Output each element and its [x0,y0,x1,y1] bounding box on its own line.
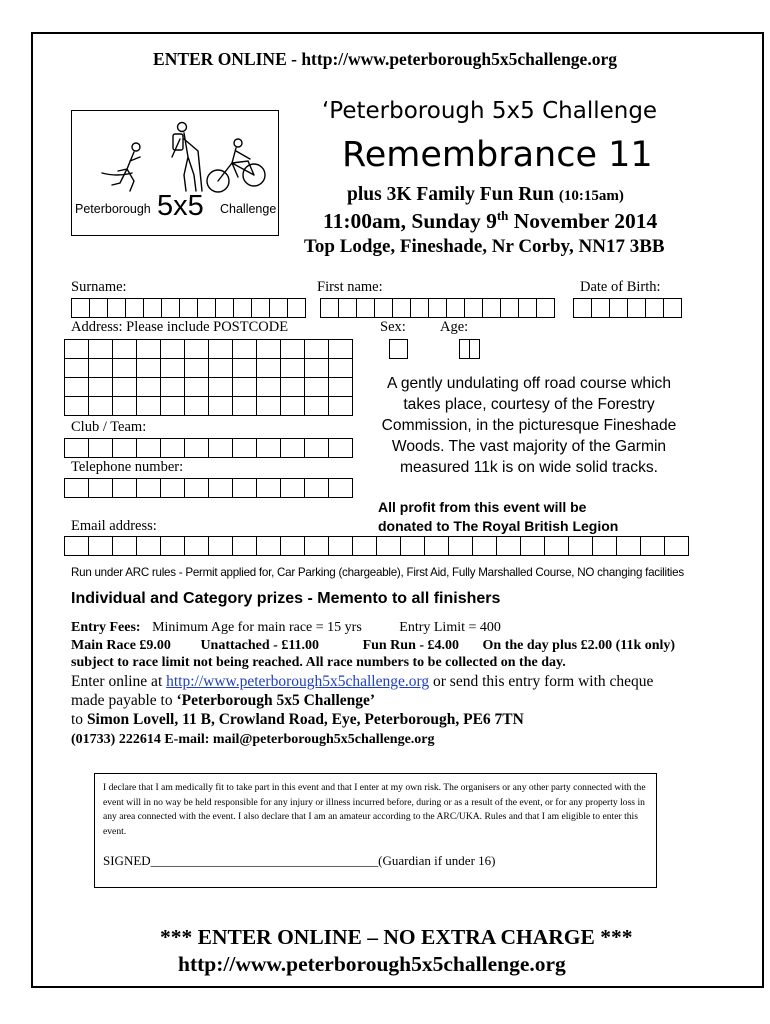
input-cell[interactable] [160,536,185,556]
input-cell[interactable] [592,536,617,556]
event-series: ‘Peterborough 5x5 Challenge [322,98,658,124]
input-cell[interactable] [256,377,281,397]
club-label: Club / Team: [71,419,147,435]
input-cell[interactable] [232,536,257,556]
input-cell[interactable] [328,358,353,378]
enter-online-line [71,673,653,691]
input-cell[interactable] [112,438,137,458]
input-cell[interactable] [392,298,411,318]
input-cell[interactable] [664,536,689,556]
input-cell[interactable] [112,536,137,556]
input-cell[interactable] [663,298,682,318]
fees-label: Entry Fees: [71,620,141,635]
input-cell[interactable] [464,298,483,318]
input-cell[interactable] [304,478,329,498]
input-cell[interactable] [304,396,329,416]
postal-address-line [71,711,524,729]
input-cell[interactable] [160,478,185,498]
input-cell[interactable] [64,377,89,397]
sex-label: Sex: [380,319,406,335]
fun-run-fee: Fun Run - £4.00 [362,638,460,653]
input-cell[interactable] [482,298,501,318]
input-cell[interactable] [232,478,257,498]
input-cell[interactable] [280,339,305,359]
address-grid[interactable] [64,339,352,415]
input-cell[interactable] [400,536,425,556]
input-cell[interactable] [568,536,593,556]
input-cell[interactable] [320,298,339,318]
input-cell[interactable] [424,536,449,556]
fees-line-2 [71,638,675,654]
input-cell[interactable] [256,396,281,416]
input-cell[interactable] [107,298,126,318]
input-cell[interactable] [304,438,329,458]
input-cell[interactable] [304,339,329,359]
input-cell[interactable] [287,298,306,318]
input-cell[interactable] [88,396,113,416]
payable-name: ‘Peterborough 5x5 Challenge’ [176,692,376,709]
input-cell[interactable] [609,298,628,318]
input-cell[interactable] [136,478,161,498]
profit-line-2: donated to The Royal British Legion [378,518,619,534]
telephone-label: Telephone number: [71,459,184,475]
input-cell[interactable] [472,536,497,556]
input-cell[interactable] [573,298,592,318]
input-cell[interactable] [338,298,357,318]
datetime-post: November 2014 [508,209,658,234]
input-cell[interactable] [280,438,305,458]
input-cell[interactable] [143,298,162,318]
input-cell[interactable] [645,298,664,318]
event-venue: Top Lodge, Fineshade, Nr Corby, NN17 3BB [304,236,665,257]
age-label: Age: [440,319,469,335]
entry-limit: Entry Limit = 400 [399,620,501,635]
header-enter-online: ENTER ONLINE - http://www.peterborough5x5challenge.org [153,49,617,69]
input-cell[interactable] [328,377,353,397]
on-day-fee: On the day plus £2.00 (11k only) [482,638,676,653]
logo-mid-text: 5x5 [157,190,204,222]
input-cell[interactable] [112,478,137,498]
datetime-pre: 11:00am, Sunday 9 [323,209,497,234]
fun-run-time: (10:15am) [558,188,624,204]
input-cell[interactable] [256,339,281,359]
input-cell[interactable] [184,358,209,378]
unattached-fee: Unattached - £11.00 [200,638,320,653]
first-name-boxes[interactable] [320,298,554,318]
input-cell[interactable] [328,438,353,458]
event-logo [71,110,279,236]
input-cell[interactable] [112,358,137,378]
input-cell[interactable] [208,438,233,458]
input-cell[interactable] [197,298,216,318]
input-cell[interactable] [256,358,281,378]
input-cell[interactable] [591,298,610,318]
input-cell[interactable] [328,478,353,498]
input-cell[interactable] [280,358,305,378]
surname-label: Surname: [71,279,127,295]
address-label: Address: Please include POSTCODE [71,319,289,335]
input-cell[interactable] [184,478,209,498]
input-cell[interactable] [280,396,305,416]
input-cell[interactable] [328,536,353,556]
runners-icon [72,111,278,201]
club-grid[interactable] [64,438,352,457]
event-datetime [323,208,657,234]
input-cell[interactable] [232,396,257,416]
input-cell[interactable] [518,298,537,318]
input-cell[interactable] [280,478,305,498]
input-cell[interactable] [500,298,519,318]
min-age: Minimum Age for main race = 15 yrs [152,620,362,635]
dob-label: Date of Birth: [580,279,661,295]
input-cell[interactable] [496,536,521,556]
input-cell[interactable] [280,536,305,556]
input-cell[interactable] [520,536,545,556]
profit-line-1: All profit from this event will be [378,499,587,515]
input-cell[interactable] [280,377,305,397]
logo-left-text: Peterborough [75,202,151,216]
input-cell[interactable] [328,396,353,416]
input-cell[interactable] [64,536,89,556]
input-cell[interactable] [627,298,646,318]
payable-line [71,692,375,710]
input-cell[interactable] [184,339,209,359]
input-cell[interactable] [64,478,89,498]
input-cell[interactable] [616,536,641,556]
datetime-sup: th [496,208,509,223]
rules-text: Run under ARC rules - Permit applied for, Car Parking (chargeable), First Aid, Fully Marshalled Course, NO changing facilities [71,566,684,579]
input-cell[interactable] [88,377,113,397]
input-cell[interactable] [304,536,329,556]
input-cell[interactable] [160,358,185,378]
input-cell[interactable] [208,377,233,397]
input-cell[interactable] [160,438,185,458]
fun-run-line [347,184,624,206]
input-cell[interactable] [304,377,329,397]
input-cell[interactable] [125,298,144,318]
input-cell[interactable] [208,478,233,498]
input-cell[interactable] [232,438,257,458]
input-cell[interactable] [64,358,89,378]
input-cell[interactable] [136,339,161,359]
input-cell[interactable] [160,396,185,416]
input-cell[interactable] [89,298,108,318]
fun-run-text: plus 3K Family Fun Run [347,184,554,205]
input-cell[interactable] [448,536,473,556]
input-cell[interactable] [88,339,113,359]
input-cell[interactable] [136,358,161,378]
declaration-box [94,773,657,888]
main-race-fee: Main Race £9.00 [71,638,171,653]
input-cell[interactable] [112,377,137,397]
input-cell[interactable] [469,339,480,359]
fees-subject: subject to race limit not being reached. All race numbers to be collected on the day. [71,655,566,670]
input-cell[interactable] [88,478,113,498]
input-cell[interactable] [389,339,408,359]
input-cell[interactable] [356,298,375,318]
fees-line-1 [71,620,501,636]
input-cell[interactable] [232,377,257,397]
online-link[interactable]: http://www.peterborough5x5challenge.org [166,673,430,690]
input-cell[interactable] [112,396,137,416]
course-description: A gently undulating off road course which takes place, courtesy of the Forestry Commission, in the picturesque Fineshade Woods. The vast majority of the Garmin measured 11k is on wide solid tracks. [381,375,677,476]
input-cell[interactable] [184,536,209,556]
input-cell[interactable] [71,298,90,318]
input-cell[interactable] [352,536,377,556]
input-cell[interactable] [428,298,447,318]
input-cell[interactable] [544,536,569,556]
input-cell[interactable] [88,536,113,556]
footer-enter-online: *** ENTER ONLINE – NO EXTRA CHARGE *** [160,925,633,949]
input-cell[interactable] [536,298,555,318]
first-name-label: First name: [317,279,383,295]
email-label: Email address: [71,518,157,534]
input-cell[interactable] [88,358,113,378]
input-cell[interactable] [184,438,209,458]
input-cell[interactable] [184,377,209,397]
input-cell[interactable] [376,536,401,556]
online-post: or send this entry form with cheque [429,673,654,690]
input-cell[interactable] [208,396,233,416]
age-boxes[interactable] [459,339,479,359]
contact-line: (01733) 222614 E-mail: mail@peterborough5x5challenge.org [71,732,435,747]
email-boxes[interactable] [64,536,688,556]
input-cell[interactable] [136,377,161,397]
input-cell[interactable] [208,358,233,378]
prizes-heading: Individual and Category prizes - Memento to all finishers [71,590,501,607]
input-cell[interactable] [160,339,185,359]
input-cell[interactable] [269,298,288,318]
input-cell[interactable] [64,438,89,458]
online-pre: Enter online at [71,673,167,690]
input-cell[interactable] [160,377,185,397]
input-cell[interactable] [215,298,234,318]
input-cell[interactable] [179,298,198,318]
input-cell[interactable] [251,298,270,318]
input-cell[interactable] [184,396,209,416]
input-cell[interactable] [232,339,257,359]
input-cell[interactable] [136,396,161,416]
input-cell[interactable] [64,396,89,416]
input-cell[interactable] [112,339,137,359]
input-cell[interactable] [256,478,281,498]
signature-line[interactable]: SIGNED___________________________________(Guardian if under 16) [103,853,496,868]
declaration-text: I declare that I am medically fit to take part in this event and that I enter at my own risk. The organisers or any other party connected with the event will in no way be held responsible for any injury or illness incurred before, during or as a result of the event, or for any property loss in any area connected with the event. I also declare that I am an amateur according to the ARC/UKA. Rules and that I am eligible to enter this event. [103,782,646,837]
event-name: Remembrance 11 [342,135,653,175]
input-cell[interactable] [446,298,465,318]
payable-pre: made payable to [71,692,177,709]
telephone-grid[interactable] [64,478,352,497]
input-cell[interactable] [88,438,113,458]
input-cell[interactable] [161,298,180,318]
input-cell[interactable] [328,339,353,359]
surname-boxes[interactable] [71,298,305,318]
footer-url: http://www.peterborough5x5challenge.org [178,952,566,976]
input-cell[interactable] [208,536,233,556]
input-cell[interactable] [233,298,252,318]
input-cell[interactable] [232,358,257,378]
input-cell[interactable] [208,339,233,359]
input-cell[interactable] [640,536,665,556]
input-cell[interactable] [64,339,89,359]
logo-right-text: Challenge [220,202,277,216]
to-pre: to [71,711,87,728]
input-cell[interactable] [374,298,393,318]
postal-address: Simon Lovell, 11 B, Crowland Road, Eye, Peterborough, PE6 7TN [86,711,524,728]
input-cell[interactable] [410,298,429,318]
input-cell[interactable] [136,438,161,458]
input-cell[interactable] [256,438,281,458]
sex-box[interactable] [389,339,407,359]
input-cell[interactable] [136,536,161,556]
input-cell[interactable] [256,536,281,556]
dob-boxes[interactable] [573,298,681,318]
input-cell[interactable] [304,358,329,378]
